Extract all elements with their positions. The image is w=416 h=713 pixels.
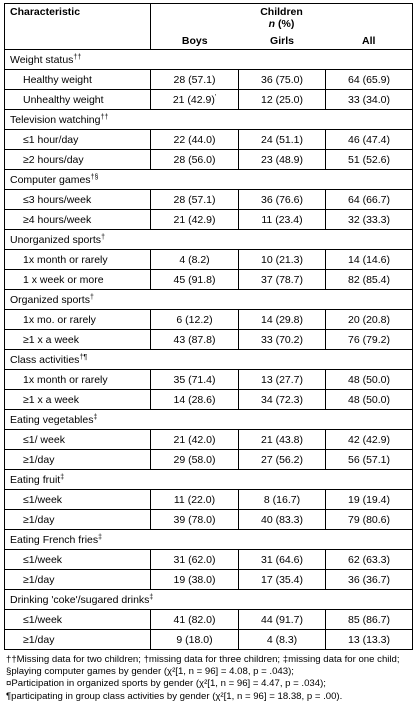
category-label: Class activities: [10, 353, 80, 366]
row-label: ≥1 x a week: [5, 330, 151, 350]
table-row: [5, 630, 413, 650]
all-cell: [326, 550, 413, 570]
category-title: [5, 350, 413, 370]
girls-value: 27 (56.2): [260, 453, 304, 466]
category-title: [5, 590, 413, 610]
all-value: 64 (66.7): [347, 193, 391, 206]
category-title: [5, 170, 413, 190]
girls-cell: [239, 330, 326, 350]
boys-cell: [151, 250, 239, 270]
girls-value: 37 (78.7): [260, 273, 304, 286]
row-label: ≤1/week: [5, 550, 151, 570]
category-title: [5, 230, 413, 250]
category-label: Weight status: [10, 53, 74, 66]
table-row: [5, 550, 413, 570]
all-value: 82 (85.4): [347, 273, 391, 286]
girls-value: 36 (76.6): [260, 193, 304, 206]
boys-cell: [151, 310, 239, 330]
all-header: All: [326, 32, 413, 50]
girls-value: 34 (72.3): [260, 393, 304, 406]
category-title: [5, 290, 413, 310]
girls-cell: [239, 310, 326, 330]
all-value: 42 (42.9): [347, 433, 391, 446]
girls-cell: [239, 70, 326, 90]
row-label: ≥1/day: [5, 570, 151, 590]
all-cell: [326, 190, 413, 210]
table-row: [5, 250, 413, 270]
footnote-1: ††Missing data for two children; †missing data for three children; ‡missing data for one child; §playing computer games by gender (χ²[1, n = 96] = 4.08, p = .043);: [6, 654, 400, 678]
girls-value: 8 (16.7): [263, 493, 301, 506]
footnote-2: ¤Participation in organized sports by gender (χ²[1, n = 96] = 4.47, p = .034);: [6, 678, 326, 690]
girls-cell: [239, 150, 326, 170]
table-row: [5, 450, 413, 470]
girls-cell: [239, 490, 326, 510]
all-cell: [326, 450, 413, 470]
category-label: Unorganized sports: [10, 233, 102, 246]
girls-header: Girls: [239, 32, 326, 50]
category-title: [5, 410, 413, 430]
row-label: 1x month or rarely: [5, 250, 151, 270]
category-footnote-mark: ‡: [93, 413, 98, 421]
girls-cell: [239, 250, 326, 270]
girls-cell: [239, 390, 326, 410]
table-row: [5, 130, 413, 150]
all-cell: [326, 370, 413, 390]
row-label: ≤1/week: [5, 490, 151, 510]
category-footnote-mark: ††: [100, 113, 109, 121]
boys-value: 21 (42.0): [173, 433, 216, 446]
row-label: ≥1/day: [5, 510, 151, 530]
all-value: 85 (86.7): [347, 613, 391, 626]
girls-value: 31 (64.6): [260, 553, 304, 566]
girls-cell: [239, 190, 326, 210]
girls-value: 14 (29.8): [260, 313, 304, 326]
table-row: [5, 570, 413, 590]
girls-value: 21 (43.8): [260, 433, 304, 446]
boys-cell: [151, 330, 239, 350]
boys-cell: [151, 210, 239, 230]
table-row: [5, 510, 413, 530]
boys-value: 41 (82.0): [173, 613, 216, 626]
boys-cell: [151, 430, 239, 450]
children-header: [151, 4, 413, 33]
category-row: [5, 590, 413, 610]
boys-cell: [151, 450, 239, 470]
row-label: 1x mo. or rarely: [5, 310, 151, 330]
girls-value: 36 (75.0): [260, 73, 304, 86]
all-value: 64 (65.9): [347, 73, 391, 86]
boys-value: 28 (57.1): [173, 73, 216, 86]
girls-cell: [239, 610, 326, 630]
category-row: [5, 230, 413, 250]
footnotes: [4, 650, 412, 703]
category-label: Computer games: [10, 173, 91, 186]
boys-value: 28 (56.0): [173, 153, 216, 166]
all-cell: [326, 310, 413, 330]
boys-cell: [151, 630, 239, 650]
row-label: ≥2 hours/day: [5, 150, 151, 170]
boys-cell: [151, 190, 239, 210]
girls-cell: [239, 550, 326, 570]
all-cell: [326, 630, 413, 650]
girls-cell: [239, 130, 326, 150]
all-value: 20 (20.8): [347, 313, 391, 326]
category-label: Drinking 'coke'/sugared drinks: [10, 593, 150, 606]
all-value: 19 (19.4): [347, 493, 391, 506]
boys-value: 28 (57.1): [173, 193, 216, 206]
all-value: 79 (80.6): [347, 513, 391, 526]
girls-value: 40 (83.3): [260, 513, 304, 526]
boys-value: 29 (58.0): [173, 453, 216, 466]
all-cell: [326, 90, 413, 110]
table-row: [5, 90, 413, 110]
boys-cell: [151, 510, 239, 530]
category-row: [5, 410, 413, 430]
pct-label: (%): [275, 18, 295, 30]
category-label: Organized sports: [10, 293, 90, 306]
all-cell: [326, 130, 413, 150]
boys-value: 21 (42.9): [173, 213, 216, 226]
all-value: 62 (63.3): [347, 553, 391, 566]
category-footnote-mark: †§: [90, 173, 99, 181]
all-cell: [326, 510, 413, 530]
boys-cell: [151, 150, 239, 170]
characteristics-table: [4, 3, 413, 650]
category-row: [5, 470, 413, 490]
all-cell: [326, 250, 413, 270]
all-cell: [326, 490, 413, 510]
boys-cell: [151, 130, 239, 150]
children-label: Children: [260, 6, 303, 18]
boys-value: 35 (71.4): [173, 373, 216, 386]
category-footnote-mark: ‡: [149, 593, 154, 601]
all-value: 13 (13.3): [347, 633, 391, 646]
all-value: 14 (14.6): [347, 253, 391, 266]
category-footnote-mark: ‡: [98, 533, 103, 541]
boys-value: 14 (28.6): [173, 393, 216, 406]
boys-cell: [151, 370, 239, 390]
category-footnote-mark: ††: [73, 53, 82, 61]
girls-cell: [239, 90, 326, 110]
boys-cell: [151, 550, 239, 570]
row-label: 1 x week or more: [5, 270, 151, 290]
category-title: [5, 110, 413, 130]
category-row: [5, 110, 413, 130]
row-label: ≥1 x a week: [5, 390, 151, 410]
boys-value: 39 (78.0): [173, 513, 216, 526]
girls-value: 44 (91.7): [260, 613, 304, 626]
girls-cell: [239, 510, 326, 530]
category-row: [5, 350, 413, 370]
girls-value: 12 (25.0): [260, 93, 304, 106]
boys-value: 45 (91.8): [173, 273, 216, 286]
girls-cell: [239, 270, 326, 290]
all-value: 56 (57.1): [347, 453, 391, 466]
girls-value: 10 (21.3): [260, 253, 304, 266]
table-row: [5, 210, 413, 230]
boys-value: 4 (8.2): [179, 253, 210, 266]
all-value: 32 (33.3): [347, 213, 391, 226]
all-cell: [326, 70, 413, 90]
all-value: 51 (52.6): [347, 153, 391, 166]
girls-cell: [239, 630, 326, 650]
all-value: 76 (79.2): [347, 333, 391, 346]
boys-cell: [151, 70, 239, 90]
category-label: Eating fruit: [10, 473, 61, 486]
boys-value: 9 (18.0): [176, 633, 213, 646]
boys-cell: [151, 610, 239, 630]
category-title: [5, 50, 413, 70]
boys-cell: [151, 90, 239, 110]
girls-cell: [239, 430, 326, 450]
girls-cell: [239, 370, 326, 390]
footnote-3: ¶participating in group class activities by gender (χ²[1, n = 96] = 18.38, p = .00).: [6, 690, 343, 702]
category-footnote-mark: †: [89, 293, 94, 301]
boys-value: 11 (22.0): [173, 493, 216, 506]
table-row: [5, 390, 413, 410]
category-label: Eating vegetables: [10, 413, 94, 426]
boys-cell: [151, 270, 239, 290]
table-row: [5, 430, 413, 450]
table-body: [5, 4, 413, 650]
boys-value: 21 (42.9): [172, 93, 215, 106]
n-label: n: [268, 18, 276, 30]
all-cell: [326, 270, 413, 290]
characteristic-header: Characteristic: [5, 4, 151, 50]
category-footnote-mark: ‡: [60, 473, 65, 481]
table-row: [5, 150, 413, 170]
n-pct-label: [156, 18, 407, 30]
row-label: ≥4 hours/week: [5, 210, 151, 230]
category-row: [5, 530, 413, 550]
boys-value: 6 (12.2): [176, 313, 213, 326]
category-title: [5, 530, 413, 550]
table-row: [5, 610, 413, 630]
girls-value: 11 (23.4): [261, 213, 303, 226]
table-row: [5, 70, 413, 90]
girls-cell: [239, 450, 326, 470]
table-row: [5, 190, 413, 210]
table-row: [5, 490, 413, 510]
row-label: ≥1/day: [5, 630, 151, 650]
table-row: [5, 270, 413, 290]
all-cell: [326, 150, 413, 170]
row-label: ≤1/week: [5, 610, 151, 630]
all-cell: [326, 430, 413, 450]
all-cell: [326, 330, 413, 350]
header-row: [5, 4, 413, 33]
boys-cell: [151, 490, 239, 510]
row-label: ≤1/ week: [5, 430, 151, 450]
row-label: Unhealthy weight: [5, 90, 151, 110]
table-container: [4, 3, 412, 703]
all-value: 33 (34.0): [347, 93, 391, 106]
girls-value: 24 (51.1): [260, 133, 304, 146]
girls-value: 33 (70.2): [260, 333, 304, 346]
boys-value-mark: ': [214, 93, 217, 101]
category-title: [5, 470, 413, 490]
all-value: 48 (50.0): [347, 393, 391, 406]
girls-value: 23 (48.9): [260, 153, 304, 166]
boys-value: 19 (38.0): [173, 573, 216, 586]
girls-value: 13 (27.7): [260, 373, 304, 386]
category-footnote-mark: †: [101, 233, 105, 241]
girls-cell: [239, 210, 326, 230]
all-cell: [326, 570, 413, 590]
girls-cell: [239, 570, 326, 590]
row-label: ≤1 hour/day: [5, 130, 151, 150]
boys-value: 43 (87.8): [173, 333, 216, 346]
row-label: ≥1/day: [5, 450, 151, 470]
table-row: [5, 330, 413, 350]
all-cell: [326, 390, 413, 410]
girls-value: 4 (8.3): [266, 633, 298, 646]
category-row: [5, 170, 413, 190]
category-row: [5, 50, 413, 70]
table-row: [5, 370, 413, 390]
row-label: Healthy weight: [5, 70, 151, 90]
category-label: Television watching: [10, 113, 101, 126]
category-label: Eating French fries: [10, 533, 99, 546]
boys-cell: [151, 570, 239, 590]
table-row: [5, 310, 413, 330]
all-value: 48 (50.0): [347, 373, 391, 386]
boys-cell: [151, 390, 239, 410]
all-value: 46 (47.4): [347, 133, 391, 146]
boys-value: 31 (62.0): [173, 553, 216, 566]
all-value: 36 (36.7): [347, 573, 391, 586]
category-footnote-mark: †¶: [79, 353, 88, 361]
row-label: ≤3 hours/week: [5, 190, 151, 210]
boys-value: 22 (44.0): [173, 133, 216, 146]
all-cell: [326, 610, 413, 630]
all-cell: [326, 210, 413, 230]
girls-value: 17 (35.4): [260, 573, 304, 586]
boys-header: Boys: [151, 32, 239, 50]
category-row: [5, 290, 413, 310]
row-label: 1x month or rarely: [5, 370, 151, 390]
